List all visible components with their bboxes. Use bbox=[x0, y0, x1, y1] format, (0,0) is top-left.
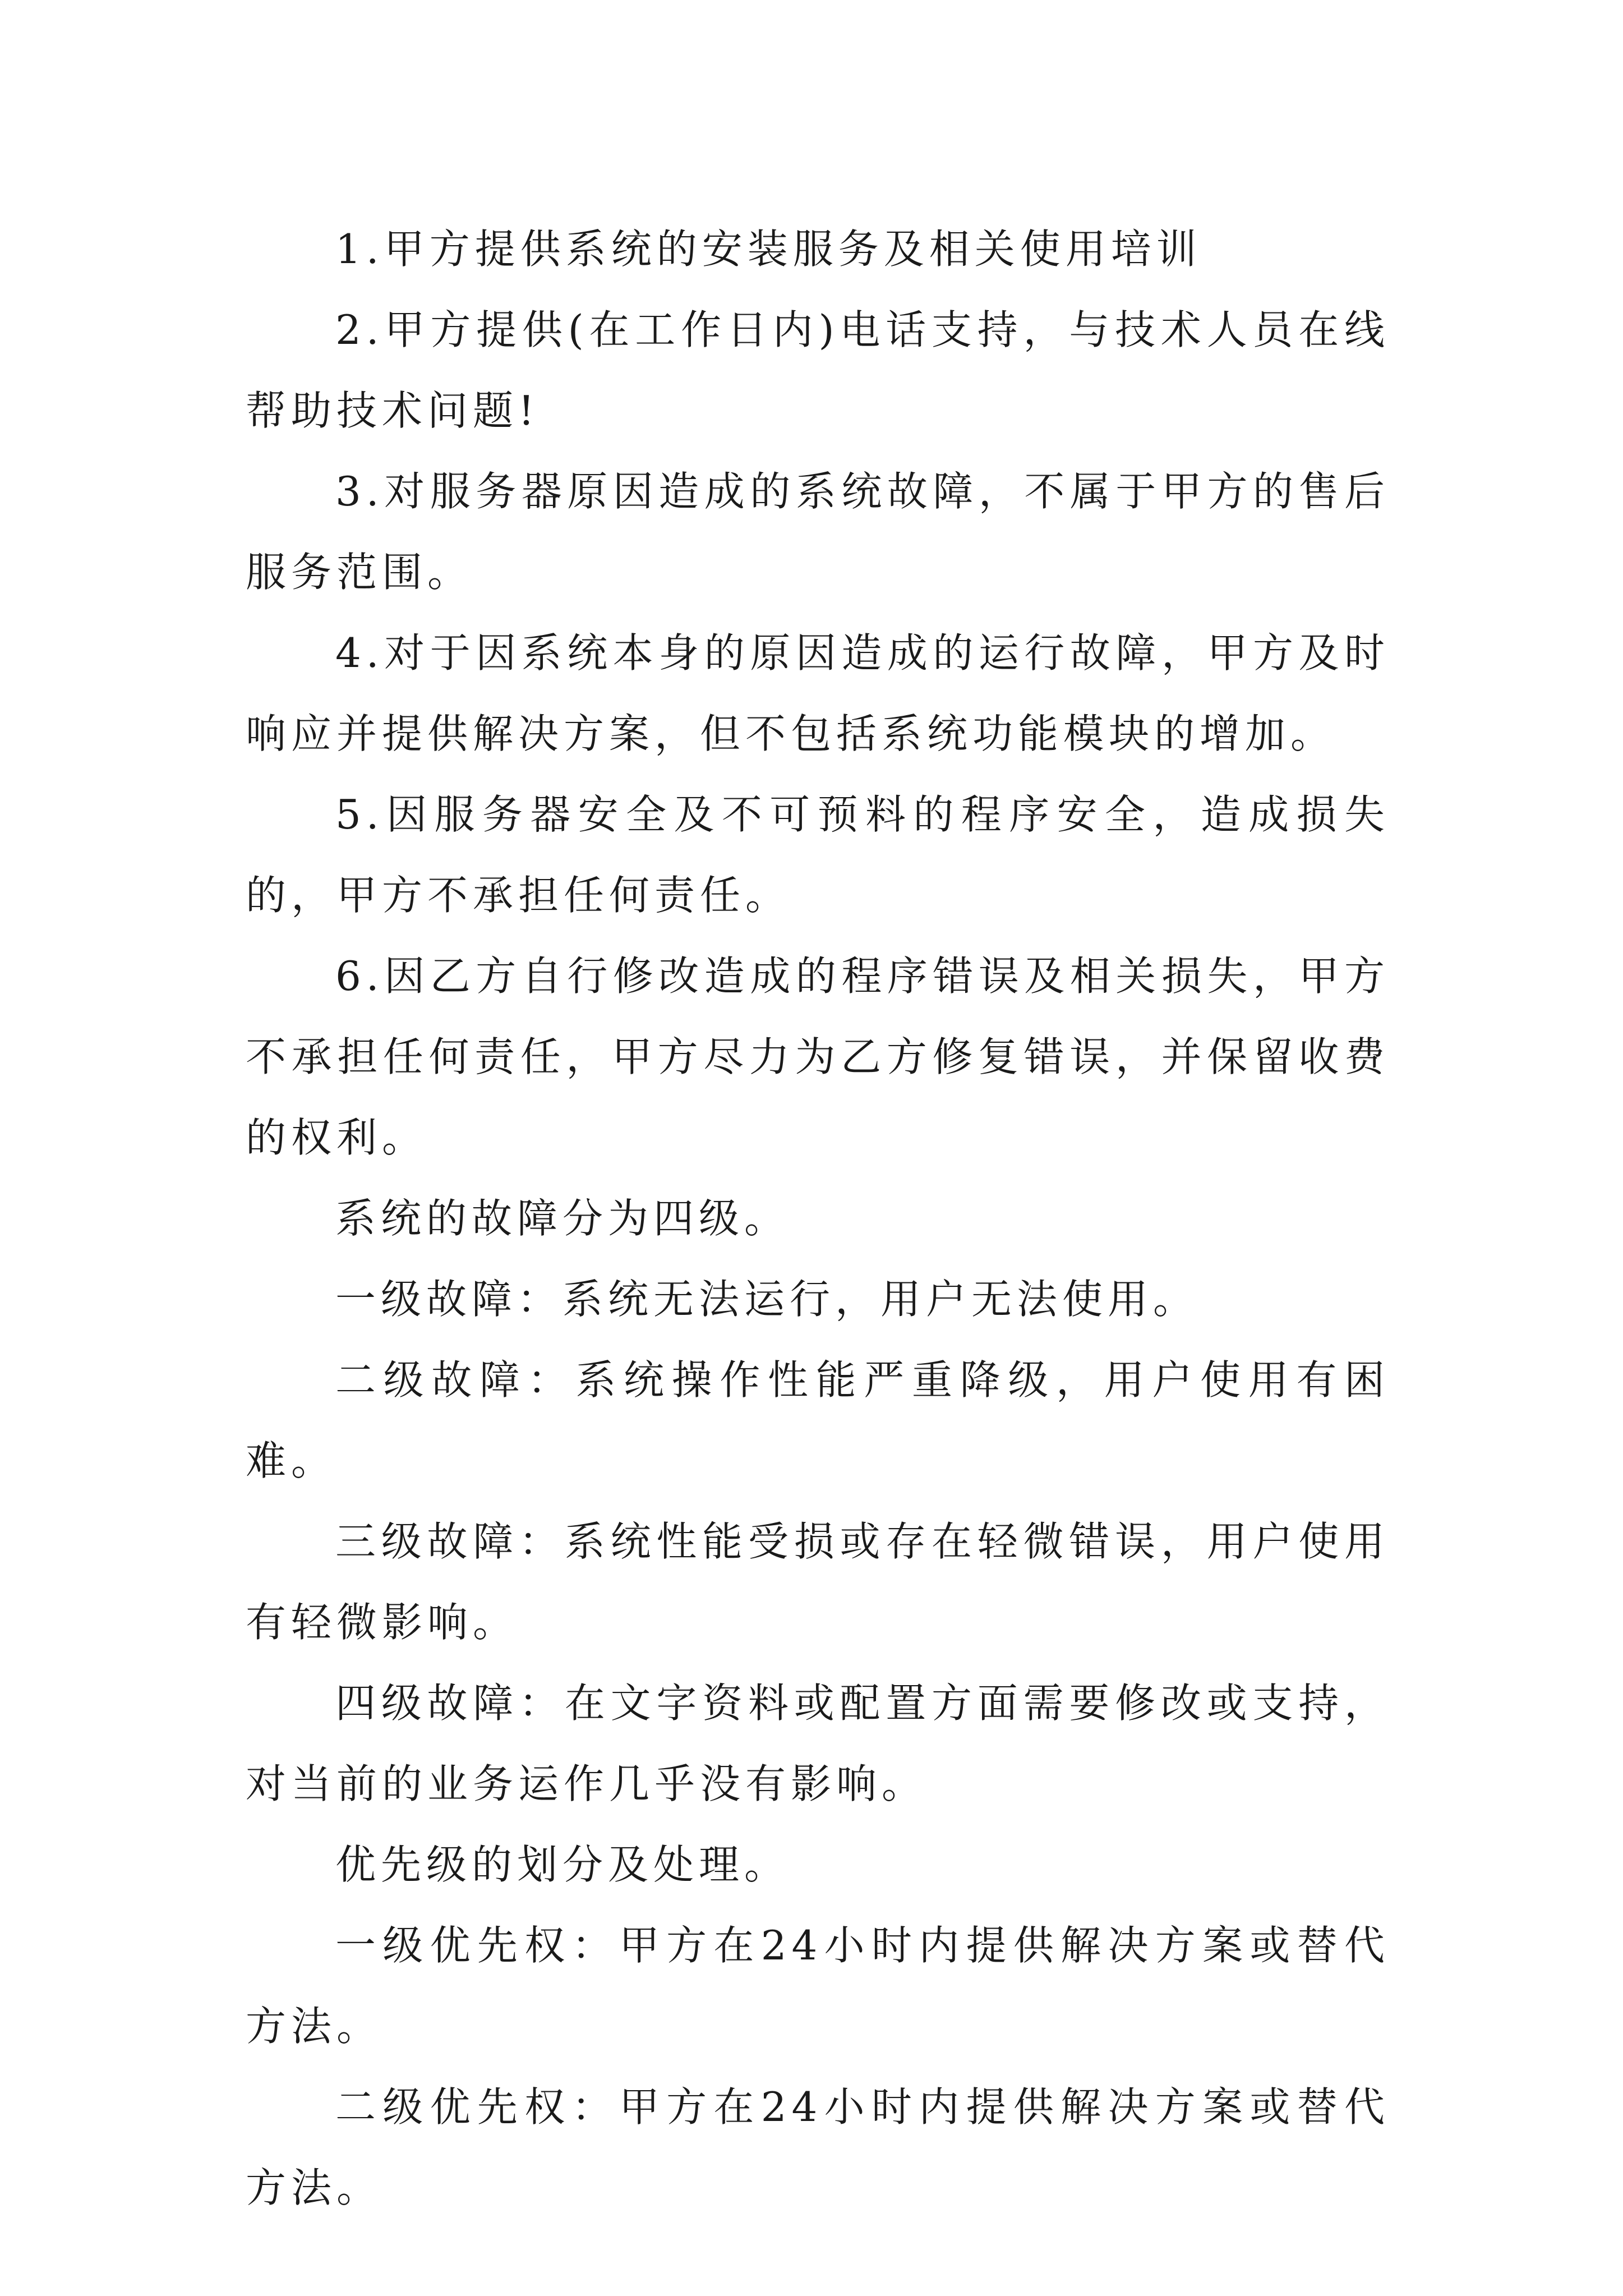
fault-level-1: 一级故障：系统无法运行，用户无法使用。 bbox=[335, 1276, 1199, 1323]
fault-level-3: 三级故障：系统性能受损或存在轻微错误，用户使用有轻微影响。 bbox=[246, 1518, 1390, 1646]
fault-level-4: 四级故障：在文字资料或配置方面需要修改或支持，对当前的业务运作几乎没有影响。 bbox=[246, 1680, 1390, 1807]
fault-level-2: 二级故障：系统操作性能严重降级，用户使用有困难。 bbox=[246, 1356, 1390, 1484]
service-item-6: 6.因乙方自行修改造成的程序错误及相关损失，甲方不承担任何责任，甲方尽力为乙方修复错误，并保留收费的权利。 bbox=[246, 953, 1390, 1161]
service-item-4: 4.对于因系统本身的原因造成的运行故障，甲方及时响应并提供解决方案，但不包括系统功能模块的增加。 bbox=[246, 629, 1390, 757]
fault-levels-intro: 系统的故障分为四级。 bbox=[335, 1195, 790, 1242]
priority-intro: 优先级的划分及处理。 bbox=[335, 1841, 790, 1888]
service-item-3: 3.对服务器原因造成的系统故障，不属于甲方的售后服务范围。 bbox=[246, 468, 1390, 596]
service-item-5: 5.因服务器安全及不可预料的程序安全，造成损失的，甲方不承担任何责任。 bbox=[246, 791, 1390, 919]
priority-level-2: 二级优先权：甲方在24小时内提供解决方案或替代方法。 bbox=[246, 2083, 1390, 2211]
priority-level-1: 一级优先权：甲方在24小时内提供解决方案或替代方法。 bbox=[246, 1922, 1390, 2050]
service-item-1: 1.甲方提供系统的安装服务及相关使用培训 bbox=[335, 226, 1202, 273]
service-item-2: 2.甲方提供(在工作日内)电话支持，与技术人员在线帮助技术问题! bbox=[246, 306, 1390, 434]
document-body bbox=[246, 209, 1390, 2228]
